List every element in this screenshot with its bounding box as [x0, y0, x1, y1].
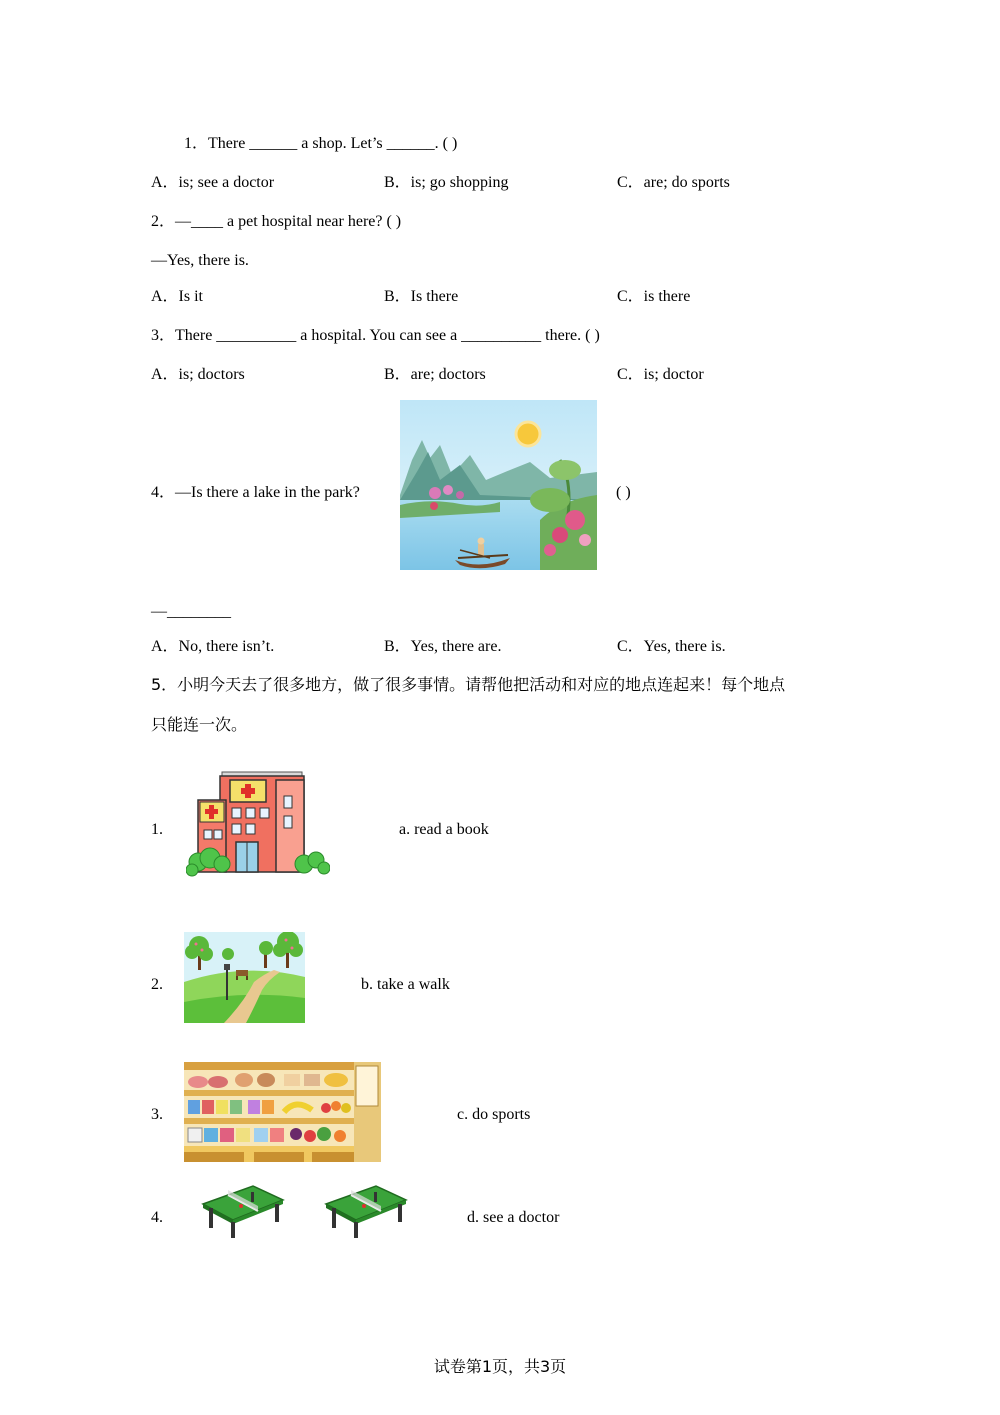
q4-stem: 4．—Is there a lake in the park? — [151, 484, 360, 501]
park-image — [184, 932, 305, 1023]
q1-option-c: C．are; do sports — [617, 174, 730, 191]
q4-answer-line: —________ — [151, 603, 231, 620]
q4-option-b: B．Yes, there are. — [384, 638, 502, 655]
lake-park-image — [400, 400, 597, 570]
q2-option-a: A．Is it — [151, 288, 204, 305]
q1-stem: 1．There ______ a shop. Let’s ______. ( ) — [184, 135, 458, 152]
ping-pong-table-image — [201, 1182, 285, 1238]
q1-option-b: B．is; go shopping — [384, 174, 509, 191]
q2-option-c: C．is there — [617, 288, 691, 305]
q5-item-number: 2. — [151, 976, 163, 993]
q3-option-c: C．is; doctor — [617, 366, 704, 383]
q5-instruction-line1: 5．小明今天去了很多地方，做了很多事情。请帮他把活动和对应的地点连起来！每个地点 — [151, 675, 786, 694]
q1-option-a: A．is; see a doctor — [151, 174, 275, 191]
q5-activity-a: a. read a book — [399, 821, 489, 838]
q5-activity-d: d. see a doctor — [467, 1209, 560, 1226]
supermarket-image — [184, 1062, 381, 1162]
q5-instruction-line2: 只能连一次。 — [151, 715, 248, 734]
q3-option-b: B．are; doctors — [384, 366, 486, 383]
q2-answer-line: —Yes, there is. — [151, 252, 249, 269]
ping-pong-table-image — [324, 1182, 408, 1238]
q5-item-number: 4. — [151, 1209, 163, 1226]
q4-option-a: A．No, there isn’t. — [151, 638, 275, 655]
q2-stem: 2．—____ a pet hospital near here? ( ) — [151, 213, 402, 230]
q4-answer-paren: ( ) — [616, 484, 631, 501]
q2-option-b: B．Is there — [384, 288, 459, 305]
q3-stem: 3．There __________ a hospital. You can see a __________ there. ( ) — [151, 327, 600, 344]
q5-item-number: 3. — [151, 1106, 163, 1123]
q5-item-number: 1. — [151, 821, 163, 838]
q3-option-a: A．is; doctors — [151, 366, 245, 383]
hospital-image — [186, 766, 330, 878]
q4-option-c: C．Yes, there is. — [617, 638, 726, 655]
q5-activity-c: c. do sports — [457, 1106, 531, 1123]
q5-activity-b: b. take a walk — [361, 976, 450, 993]
page-footer: 试卷第1页，共3页 — [433, 1357, 567, 1376]
